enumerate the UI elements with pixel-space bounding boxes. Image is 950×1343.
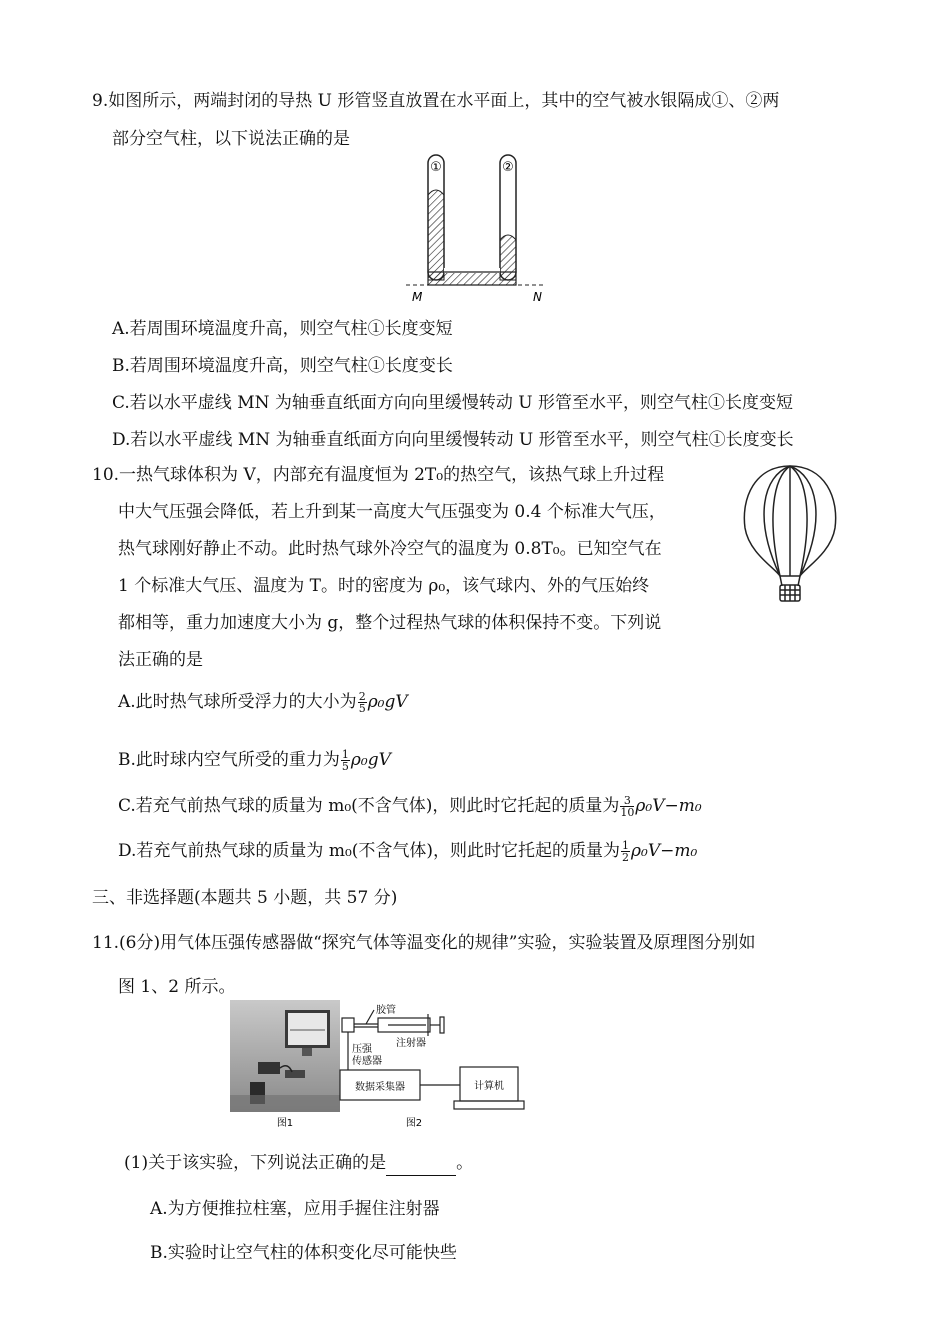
fraction-2-5: $\frac{2}{5}$	[358, 690, 366, 715]
q10-option-a-text: A.此时热气球所受浮力的大小为	[118, 692, 357, 712]
q10-stem-line4: 1 个标准大气压、温度为 T。时的密度为 ρ₀，该气球内、外的气压始终	[118, 576, 650, 596]
fraction-1-5: $\frac{1}{5}$	[341, 748, 349, 773]
q11-option-b: B.实验时让空气柱的体积变化尽可能快些	[150, 1243, 457, 1263]
mercury-left	[428, 190, 444, 280]
q11-sub1-text: (1)关于该实验，下列说法正确的是	[124, 1153, 387, 1173]
fraction-3-10: $\frac{3}{10}$	[620, 794, 635, 819]
fraction-1-2: $\frac{1}{2}$	[622, 839, 630, 864]
q9-option-a: A.若周围环境温度升高，则空气柱①长度变短	[112, 319, 453, 339]
q10-stem-line2: 中大气压强会降低，若上升到某一高度大气压强变为 0.4 个标准大气压，	[118, 502, 666, 522]
q11-stem-line1: 11.(6分)用气体压强传感器做“探究气体等温变化的规律”实验，实验装置及原理图分别如	[92, 933, 756, 953]
label-1: ①	[430, 160, 442, 175]
mercury-bottom	[428, 272, 516, 285]
q10-stem-line1: 10.一热气球体积为 V，内部充有温度恒为 2T₀的热空气，该热气球上升过程	[92, 465, 665, 485]
q9-stem-line1: 9.如图所示，两端封闭的导热 U 形管竖直放置在水平面上，其中的空气被水银隔成①、②两	[92, 91, 780, 111]
q9-option-b: B.若周围环境温度升高，则空气柱①长度变长	[112, 356, 453, 376]
computer-label: 计算机	[474, 1081, 504, 1092]
figure-2-caption: 图2	[405, 1118, 423, 1129]
u-tube-figure	[400, 150, 560, 305]
q10-option-d-text: D.若充气前热气球的质量为 m₀(不含气体)，则此时它托起的质量为	[118, 841, 621, 861]
q10-option-b: B.此时球内空气所受的重力为 $\frac{1}{5}$ ρ₀gV	[118, 748, 391, 773]
data-collector-label: 数据采集器	[355, 1082, 405, 1093]
section-3-heading: 三、非选择题(本题共 5 小题，共 57 分)	[92, 888, 398, 908]
q10-option-a: A.此时热气球所受浮力的大小为 $\frac{2}{5}$ ρ₀gV	[118, 690, 408, 715]
experiment-schematic-figure	[338, 1000, 528, 1130]
figure-1-caption: 图1	[276, 1118, 294, 1129]
syringe-label: 注射器	[396, 1038, 426, 1049]
q11-option-a: A.为方便推拉柱塞，应用手握住注射器	[150, 1199, 440, 1219]
hot-air-balloon-figure	[735, 458, 845, 608]
sensor-label-line2: 传感器	[352, 1056, 382, 1067]
label-n: N	[533, 290, 542, 304]
q10-option-c: C.若充气前热气球的质量为 m₀(不含气体)，则此时它托起的质量为 $\frac{3}{10}$ ρ₀V−m₀	[118, 794, 702, 819]
label-m: M	[412, 290, 423, 304]
q10-option-b-text: B.此时球内空气所受的重力为	[118, 750, 340, 770]
q11-sub1	[124, 1150, 473, 1176]
q11-sub1-end: 。	[456, 1153, 474, 1173]
answer-blank[interactable]	[386, 1157, 456, 1176]
experiment-photo-figure	[230, 1000, 340, 1130]
q9-option-c: C.若以水平虚线 MN 为轴垂直纸面方向向里缓慢转动 U 形管至水平，则空气柱①长度变短	[112, 393, 794, 413]
q9-option-d: D.若以水平虚线 MN 为轴垂直纸面方向向里缓慢转动 U 形管至水平，则空气柱①长度变长	[112, 430, 794, 450]
q10-stem-line6: 法正确的是	[118, 650, 203, 670]
tube-label: 胶管	[376, 1005, 396, 1016]
q11-stem-line2: 图 1、2 所示。	[118, 977, 236, 997]
q10-stem-line3: 热气球刚好静止不动。此时热气球外冷空气的温度为 0.8T₀。已知空气在	[118, 539, 662, 559]
q9-stem-line2: 部分空气柱，以下说法正确的是	[112, 129, 350, 149]
q10-option-d: D.若充气前热气球的质量为 m₀(不含气体)，则此时它托起的质量为 $\frac{1}{2}$ ρ₀V−m₀	[118, 839, 698, 864]
q10-option-c-text: C.若充气前热气球的质量为 m₀(不含气体)，则此时它托起的质量为	[118, 796, 620, 816]
q10-stem-line5: 都相等，重力加速度大小为 g，整个过程热气球的体积保持不变。下列说	[118, 613, 662, 633]
sensor-label-line1: 压强	[352, 1044, 372, 1055]
label-2: ②	[502, 160, 514, 175]
